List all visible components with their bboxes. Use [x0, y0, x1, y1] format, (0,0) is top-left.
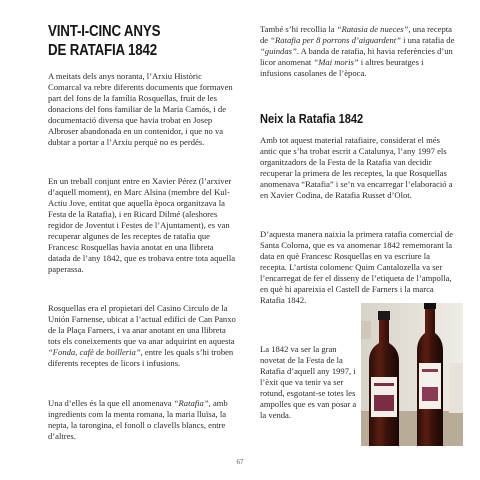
text-run: i una ratafia de: [400, 35, 455, 45]
text-run: A meitats dels anys noranta, l’Arxiu Històric Comarcal va rebre diferents documents que formaven part del fons de la família Rosquellas, fruit de les donacions del fons familiar de la Maria Camós, i de documentació diversa que havia trobat en Josep Albroser abandonada en un contenidor, i que no va dubtar a portar a l’Arxiu perquè no es perdés.: [48, 71, 233, 147]
italic-quote: “Ratasia de nueces”: [336, 24, 409, 34]
paragraph-archive: [48, 71, 236, 148]
paragraph-other-recipes: [260, 24, 456, 79]
text-run: , amb ingredients com la menta romana, la maria lluïsa, la nepta, la tarongina, el fonoll o clavells blancs, entre d’altres.: [48, 398, 228, 441]
text-run: i altres beuratges i infusions casolanes de l’època.: [260, 57, 424, 78]
paragraph-ratafia-ingredients: [48, 398, 236, 442]
text-run: . A banda de ratafia, hi havia referències d’un licor anomenat: [260, 46, 453, 67]
text-run: , entre les quals s’hi troben diferents receptes de licors i infusions.: [48, 347, 234, 368]
paragraph-birth: Amb tot aquest material ratafiaire, considerat el més antic que s’ha trobat escrit a Catalunya, l’any 1997 els organitzadors de la Festa de la Ratafia van decidir recuperar la primera de les receptes, la que Rosquellas anomenava “Ratafia” i se’n va encarregar l’elaboració a en Xavier Codina, de Ratafia Russet d’Olot.: [260, 135, 453, 200]
title-line-2: DE RATAFIA 1842: [48, 42, 158, 59]
text-run: Rosquellas era el propietari del Casino Circulo de la Unión Farnense, ubicat a l’actual edifici de Can Panxo de la Plaça Farners, i va anar anotant en una llibreta tots els coneixements que va anar adquirint en aquesta: [48, 303, 236, 346]
italic-quote: “Fonda, cafè de boilleria”: [48, 347, 141, 357]
paragraph-first-commercial-text: D’aquesta manera naixia la primera ratafia comercial de Santa Coloma, que es va anomenar 1842 rememorant la data en què Francesc Rosquellas en va escriure la recepta. L’artista colomenc Quim Cantalozella va ser l’encarregat de fer el disseny de l’etiqueta de l’ampolla, en què hi apareixia el Castell de Farners i la marca Ratafia 1842.: [260, 229, 454, 305]
title-line-1: VINT-I-CINC ANYS: [48, 23, 161, 40]
paragraph-rosquellas: [48, 303, 236, 369]
italic-quote: “Ratafia”: [173, 398, 209, 408]
text-run: , una recepta de: [260, 24, 452, 45]
ratafia-bottles-photo: [361, 303, 463, 446]
page-title: [48, 22, 220, 60]
section-heading: Neix la Ratafia 1842: [260, 111, 364, 126]
text-run: En un treball conjunt entre en Xavier Pérez (l’arxiver d’aquell moment), en Marc Alsina (membre del Kul-Actiu Jove, entitat que aquella època organitzava la Festa de la Ratafia), i en Ricard Dilmé (aleshores regidor de Joventut i Festes de l’Ajuntament), es van recuperar algunes de les receptes de ratafia que Francesc Rosquellas havia anotat en una llibreta datada de l’any 1842, que es trobava entre tota aquella paperassa.: [48, 176, 236, 274]
paragraph-first-commercial: [260, 229, 456, 306]
paragraph-success: La 1842 va ser la gran novetat de la Festa de la Ratafia d’aquell any 1997, i l’èxit que va tenir va ser rotund, esgotant-se totes les ampolles que es van posar a la venda.: [260, 344, 357, 420]
italic-quote: “Ratafia per 8 porrons d’aiguardent”: [270, 35, 401, 45]
page-number: 67: [236, 458, 244, 466]
italic-quote: “Mai moris”: [313, 57, 359, 67]
italic-quote: “guindas”: [260, 46, 297, 56]
paragraph-joint-work: [48, 176, 236, 275]
text-run: Una d’elles és la que ell anomenava: [48, 398, 174, 408]
text-run: També s’hi recollia la: [260, 24, 337, 34]
